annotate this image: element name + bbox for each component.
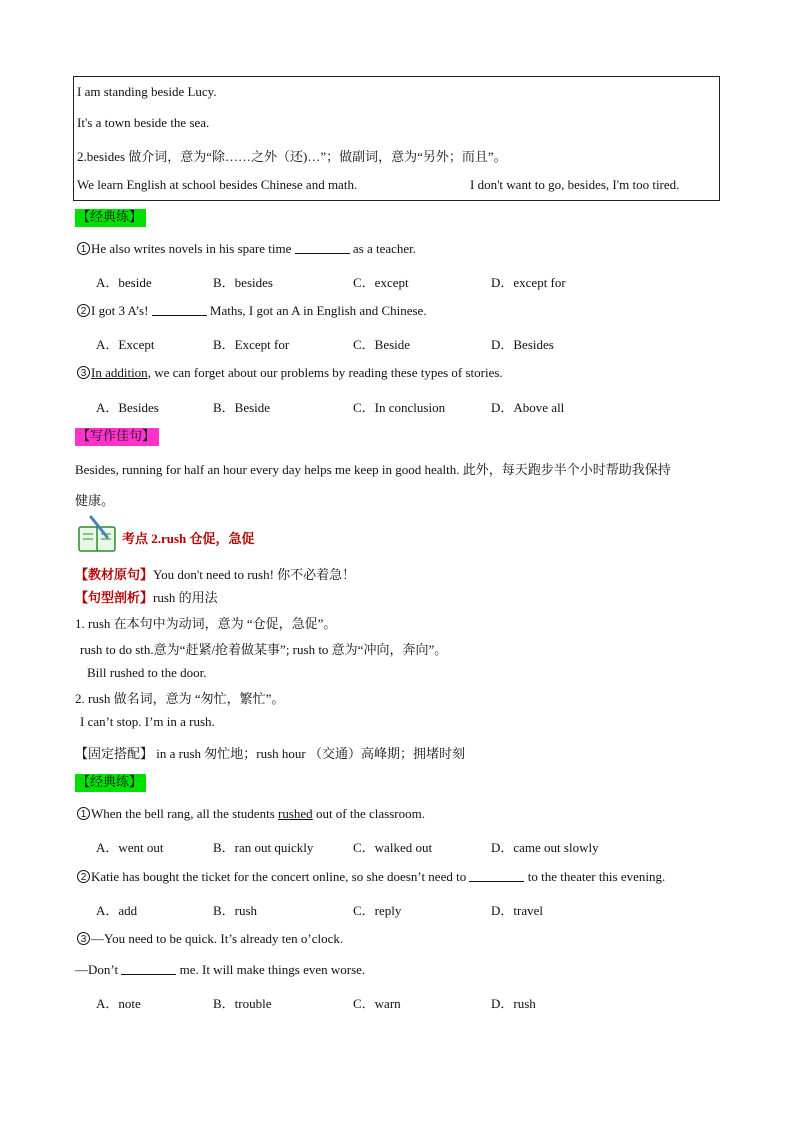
answer-blank [469, 869, 524, 882]
option-d: D．came out slowly [491, 840, 599, 855]
writing-line-2: 健康。 [75, 493, 115, 508]
question-number: 1 [77, 807, 90, 820]
option-a: A．add [96, 903, 138, 918]
section-tag-writing: 【写作佳句】 [75, 428, 159, 446]
option-a: A．Besides [96, 400, 159, 415]
option-b: B．Beside [213, 400, 271, 415]
source-sentence: 【教材原句】You don't need to rush! 你不必着急！ [75, 567, 356, 582]
option-a: A．note [96, 996, 141, 1011]
usage-line-4: 2. rush 做名词，意为 “匆忙，繁忙”。 [75, 691, 285, 706]
question-number: 3 [77, 932, 90, 945]
answer-blank [121, 962, 176, 975]
usage-line-5: I can’t stop. I’m in a rush. [80, 714, 215, 729]
writing-line-1: Besides, running for half an hour every day helps me keep in good health. 此外，每天跑步半个小时帮助我保持 [75, 462, 671, 477]
section-tag-practice: 【经典练】 [75, 209, 146, 227]
usage-line-1: 1. rush 在本句中为动词，意为 “仓促，急促”。 [75, 616, 337, 631]
box-line-2: It's a town beside the sea. [77, 115, 210, 130]
box-line-1: I am standing beside Lucy. [77, 84, 217, 99]
question-number: 2 [77, 304, 90, 317]
option-c: C．Beside [353, 337, 411, 352]
question-2: 2 I got 3 A’s! Maths, I got an A in English and Chinese. [77, 303, 427, 319]
option-c: C．warn [353, 996, 401, 1011]
option-b: B．ran out quickly [213, 840, 314, 855]
option-a: A．beside [96, 275, 152, 290]
question-2-1: 1 When the bell rang, all the students rushed out of the classroom. [77, 806, 425, 822]
answer-blank [295, 241, 350, 254]
question-number: 3 [77, 366, 90, 379]
option-d: D．except for [491, 275, 566, 290]
question-2-3-reply: —Don’t me. It will make things even worse. [75, 962, 366, 977]
option-b: B．Except for [213, 337, 290, 352]
book-pen-icon [77, 515, 119, 553]
question-number: 2 [77, 870, 90, 883]
box-line-4a: We learn English at school besides Chinese and math. [77, 177, 358, 192]
option-d: D．Besides [491, 337, 554, 352]
usage-line-3: Bill rushed to the door. [87, 665, 207, 680]
box-line-3: 2.besides 做介词，意为“除……之外（还)…”；做副词，意为“另外；而且”。 [77, 149, 507, 164]
source-label: 【教材原句】 [75, 567, 154, 582]
question-number: 1 [77, 242, 90, 255]
option-c: C．except [353, 275, 409, 290]
fixed-collocation: 【固定搭配】 in a rush 匆忙地；rush hour （交通）高峰期；拥堵时刻 [75, 746, 466, 761]
option-b: B．besides [213, 275, 273, 290]
fixed-label: 【固定搭配】 [75, 746, 154, 761]
option-d: D．rush [491, 996, 536, 1011]
answer-blank [152, 303, 207, 316]
usage-line-2: rush to do sth.意为“赶紧/抢着做某事”; rush to 意为“冲向，奔向”。 [80, 642, 448, 657]
analysis-label: 【句型剖析】 [75, 590, 154, 605]
underlined-word: rushed [278, 806, 313, 821]
question-2-3: 3 —You need to be quick. It’s already ten o’clock. [77, 931, 343, 947]
underlined-phrase: In addition [91, 365, 148, 380]
question-3: 3 In addition, we can forget about our problems by reading these types of stories. [77, 365, 503, 381]
option-a: A．went out [96, 840, 164, 855]
option-c: C．walked out [353, 840, 433, 855]
box-line-4b: I don't want to go, besides, I'm too tired. [470, 177, 680, 192]
option-a: A．Except [96, 337, 155, 352]
option-c: C．reply [353, 903, 402, 918]
question-1: 1 He also writes novels in his spare time as a teacher. [77, 241, 416, 257]
point-2-title: 考点 2.rush 仓促，急促 [122, 531, 255, 546]
question-2-2: 2 Katie has bought the ticket for the concert online, so she doesn’t need to to the theater this evening. [77, 869, 665, 885]
option-c: C．In conclusion [353, 400, 446, 415]
section-tag-practice-2: 【经典练】 [75, 774, 146, 792]
analysis-heading: 【句型剖析】rush 的用法 [75, 590, 218, 605]
option-d: D．Above all [491, 400, 565, 415]
option-b: B．trouble [213, 996, 272, 1011]
option-b: B．rush [213, 903, 258, 918]
option-d: D．travel [491, 903, 543, 918]
